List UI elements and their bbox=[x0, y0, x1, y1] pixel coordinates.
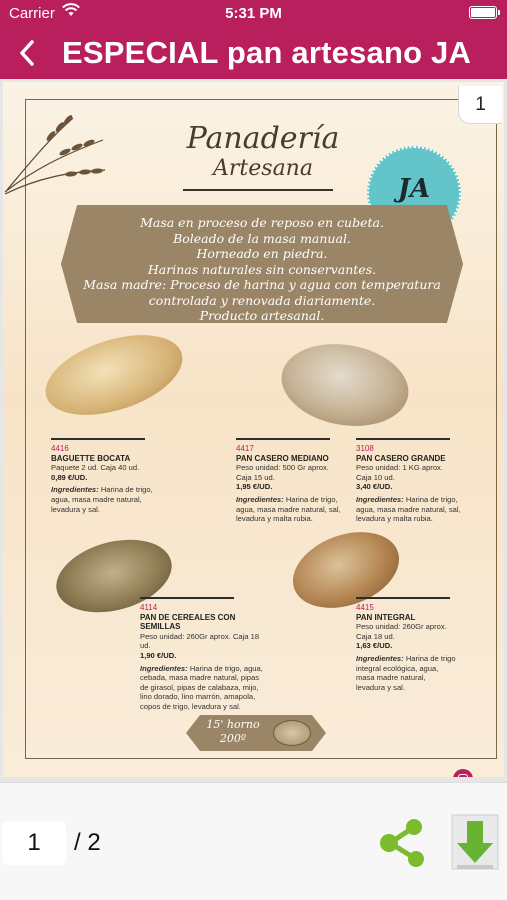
share-button[interactable] bbox=[378, 817, 428, 869]
product-detail: Caja 15 ud. bbox=[236, 472, 275, 482]
product-price: 3,40 €/UD. bbox=[356, 482, 393, 492]
page-total: / 2 bbox=[74, 829, 101, 856]
product-card bbox=[140, 597, 266, 712]
product-detail: Peso unidad: 260Gr aprox. Caja 18 ud. bbox=[356, 622, 447, 641]
product-ingredients bbox=[140, 664, 266, 712]
product-name: PAN CASERO GRANDE bbox=[356, 453, 446, 463]
product-detail: Paquete 2 ud. Caja 40 ud. bbox=[51, 463, 140, 473]
ingredients-text: Harina de trigo integral ecológica, agua, masa madre natural, levadura y sal. bbox=[356, 653, 456, 692]
product-name: PAN INTEGRAL bbox=[356, 612, 416, 622]
description-line: Masa madre: Proceso de harina y agua con temperatura bbox=[83, 277, 441, 292]
heading-line-1: Panadería bbox=[186, 121, 340, 156]
description-line: Producto artesanal. bbox=[199, 308, 325, 323]
ingredients-label: Ingredientes: bbox=[51, 485, 99, 495]
oven-time: 15' horno bbox=[206, 718, 260, 731]
heading-divider bbox=[183, 189, 333, 191]
wheat-illustration bbox=[3, 110, 113, 200]
product-detail: Peso unidad: 1 KG aprox. bbox=[356, 463, 443, 473]
oven-temperature: 200º bbox=[219, 732, 247, 745]
heading-line-2: Artesana bbox=[213, 156, 313, 181]
description-line: Horneado en piedra. bbox=[196, 246, 328, 261]
instagram-icon[interactable] bbox=[453, 769, 473, 777]
product-card bbox=[236, 438, 348, 524]
page-title: ESPECIAL pan artesano JA bbox=[62, 35, 472, 70]
battery-icon bbox=[469, 6, 497, 19]
product-name: PAN DE CEREALES CON SEMILLAS bbox=[140, 612, 236, 632]
chevron-left-icon bbox=[10, 33, 46, 73]
product-detail: Peso unidad: 260Gr aprox. Caja 18 ud. bbox=[140, 631, 260, 651]
page-number-badge: 1 bbox=[458, 86, 502, 124]
description-line: Masa en proceso de reposo en cubeta. bbox=[140, 215, 384, 230]
bottom-toolbar bbox=[0, 782, 507, 900]
back-button[interactable] bbox=[10, 33, 46, 73]
product-card bbox=[356, 597, 456, 692]
oven-bread-illustration bbox=[273, 720, 311, 746]
status-bar bbox=[0, 0, 507, 27]
product-ingredients bbox=[51, 485, 169, 514]
product-ingredients bbox=[356, 654, 456, 692]
download-icon bbox=[448, 813, 502, 873]
navigation-bar bbox=[0, 27, 507, 79]
description-text bbox=[61, 215, 463, 324]
ingredients-label: Ingredientes: bbox=[140, 663, 188, 673]
product-name: BAGUETTE BOCATA bbox=[51, 453, 131, 463]
product-price: 1,63 €/UD. bbox=[356, 641, 393, 651]
product-ingredients bbox=[236, 495, 348, 524]
product-ingredients bbox=[356, 495, 474, 524]
carrier-label: Carrier bbox=[9, 5, 55, 22]
product-detail: Peso unidad: 500 Gr aprox. bbox=[236, 463, 329, 473]
ingredients-text: Harina de trigo, agua, cebada, masa madre natural, pipas de girasol, pipas de calabaza, mijo, lino dorado, lino marrón, amapola, copos de trigo, levadura y sal. bbox=[140, 663, 263, 711]
pdf-page bbox=[3, 82, 504, 777]
product-rule bbox=[51, 438, 145, 440]
product-code: 3108 bbox=[356, 444, 374, 453]
product-code: 4417 bbox=[236, 444, 254, 453]
product-code: 4415 bbox=[356, 603, 374, 612]
product-price: 1,90 €/UD. bbox=[140, 650, 177, 660]
ingredients-text: Harina de trigo, agua, masa madre natural, sal, levadura y malta rubia. bbox=[356, 494, 461, 524]
product-price: 1,95 €/UD. bbox=[236, 482, 273, 492]
product-rule bbox=[236, 438, 330, 440]
ingredients-text: Harina de trigo, agua, masa madre natural, levadura y sal. bbox=[51, 485, 153, 514]
ingredients-label: Ingredientes: bbox=[236, 494, 284, 504]
ingredients-text: Harina de trigo, agua, masa madre natural, sal, levadura y malta rubia. bbox=[236, 494, 341, 524]
brand-heading bbox=[178, 122, 348, 182]
product-code: 4416 bbox=[51, 444, 69, 453]
description-line: Boleado de la masa manual. bbox=[173, 230, 351, 246]
product-detail: Caja 10 ud. bbox=[356, 472, 395, 482]
description-line: controlada y renovada diariamente. bbox=[148, 292, 376, 308]
product-code: 4114 bbox=[140, 603, 158, 612]
download-button[interactable] bbox=[448, 813, 502, 873]
description-line: Harinas naturales sin conservantes. bbox=[147, 261, 377, 277]
product-card bbox=[51, 438, 169, 514]
oven-info bbox=[193, 718, 273, 746]
share-icon bbox=[378, 817, 428, 869]
clock: 5:31 PM bbox=[225, 5, 282, 22]
product-price: 0,89 €/UD. bbox=[51, 472, 88, 482]
pdf-viewer[interactable] bbox=[0, 79, 507, 782]
product-rule bbox=[140, 597, 234, 599]
product-name: PAN CASERO MEDIANO bbox=[236, 453, 329, 463]
ingredients-label: Ingredientes: bbox=[356, 653, 404, 663]
product-rule bbox=[356, 438, 450, 440]
product-card bbox=[356, 438, 474, 524]
logo-text: JA bbox=[397, 174, 431, 204]
product-rule bbox=[356, 597, 450, 599]
page-number-input[interactable] bbox=[2, 821, 66, 865]
ingredients-label: Ingredientes: bbox=[356, 494, 404, 504]
